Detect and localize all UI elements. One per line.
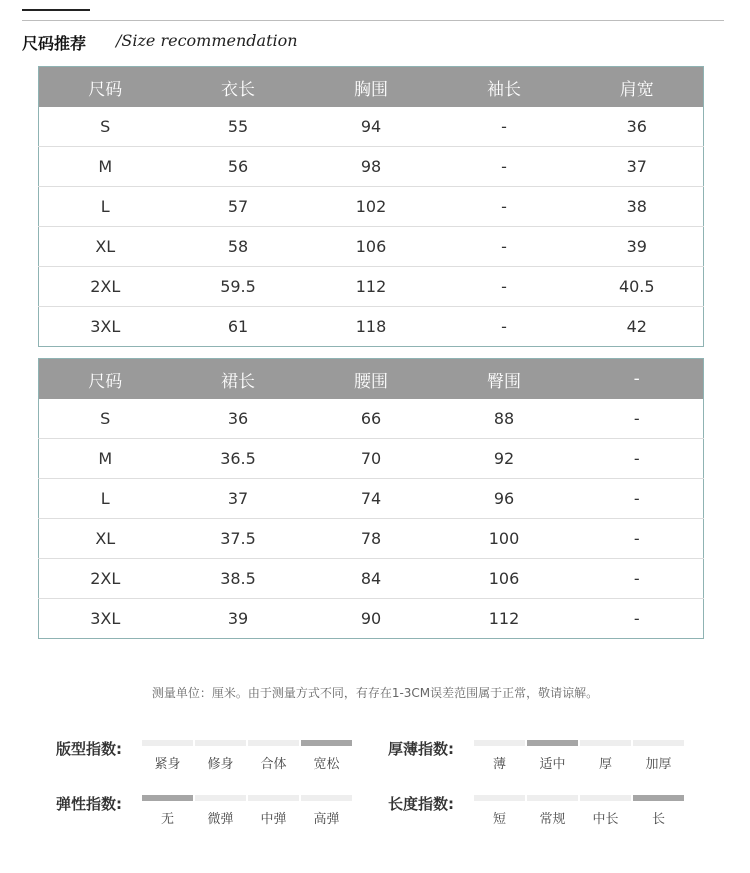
thickness-option <box>527 740 578 772</box>
fit-bar <box>195 740 246 746</box>
length-option <box>474 795 525 827</box>
length-bar <box>580 795 631 801</box>
table-row <box>39 107 704 147</box>
length-option-label: 常规 <box>539 812 566 827</box>
fit-option-label: 合体 <box>260 757 287 772</box>
elasticity-option <box>301 795 352 827</box>
table-cell: 38 <box>571 187 704 227</box>
length-option <box>633 795 684 827</box>
table-cell: - <box>438 267 571 307</box>
table-cell: 40.5 <box>571 267 704 307</box>
elasticity-bar <box>142 795 193 801</box>
table-cell: 112 <box>305 267 438 307</box>
length-bar <box>527 795 578 801</box>
table-cell: L <box>39 187 172 227</box>
fit-option <box>195 740 246 772</box>
table-cell: 98 <box>305 147 438 187</box>
thickness-option <box>580 740 631 772</box>
table-cell: 106 <box>438 559 571 599</box>
table-cell: 90 <box>305 599 438 639</box>
thickness-index-label: 厚薄指数: <box>388 740 454 758</box>
thickness-option-label: 加厚 <box>645 757 672 772</box>
length-option <box>580 795 631 827</box>
table-cell: 39 <box>172 599 305 639</box>
fit-bar <box>301 740 352 746</box>
col-header-shoulder: 肩宽 <box>571 67 704 108</box>
table-cell: M <box>39 147 172 187</box>
section-subtitle: /Size recommendation <box>116 31 298 50</box>
fit-option <box>301 740 352 772</box>
table-row <box>39 599 704 639</box>
fit-option-label: 宽松 <box>313 757 340 772</box>
table-cell: - <box>438 147 571 187</box>
fit-option <box>248 740 299 772</box>
table-header-row <box>39 67 704 108</box>
header-rule-thick <box>22 9 90 11</box>
fit-option-label: 修身 <box>207 757 234 772</box>
length-option-label: 中长 <box>592 812 619 827</box>
table-cell: S <box>100 117 111 136</box>
table-cell: 3XL <box>39 599 172 639</box>
table-cell: 106 <box>305 227 438 267</box>
length-bar <box>474 795 525 801</box>
thickness-option-label: 薄 <box>492 757 506 772</box>
table-cell: 88 <box>493 409 515 428</box>
table-cell: 66 <box>360 409 382 428</box>
table-row <box>39 147 704 187</box>
thickness-bar <box>633 740 684 746</box>
table-cell: 61 <box>172 307 305 347</box>
table-cell: 102 <box>305 187 438 227</box>
length-index-label: 长度指数: <box>388 795 454 813</box>
elasticity-option <box>142 795 193 827</box>
table-cell: 58 <box>172 227 305 267</box>
length-option <box>527 795 578 827</box>
table-cell: XL <box>39 227 172 267</box>
fit-option <box>142 740 193 772</box>
table-header-row <box>39 359 704 400</box>
length-option-label: 短 <box>492 812 506 827</box>
elasticity-option-label: 高弹 <box>313 812 340 827</box>
table-cell: S <box>100 409 111 428</box>
table-cell: 59.5 <box>172 267 305 307</box>
col-header-waist: 腰围 <box>305 359 438 400</box>
table-cell: 56 <box>172 147 305 187</box>
thickness-option-label: 厚 <box>598 757 612 772</box>
table-cell: L <box>39 479 172 519</box>
table-row <box>39 479 704 519</box>
col-header-length: 衣长 <box>172 67 305 108</box>
thickness-bar <box>474 740 525 746</box>
table-cell: - <box>438 187 571 227</box>
col-header-skirt-length: 裙长 <box>172 359 305 400</box>
table-cell: 37 <box>571 147 704 187</box>
table-cell: 39 <box>571 227 704 267</box>
bottom-size-table <box>38 358 704 639</box>
col-header-size: 尺码 <box>39 359 172 400</box>
fit-bar <box>248 740 299 746</box>
table-row <box>39 307 704 347</box>
elasticity-bar <box>195 795 246 801</box>
table-row <box>39 439 704 479</box>
thickness-option <box>633 740 684 772</box>
table-cell: 118 <box>305 307 438 347</box>
table-cell: 78 <box>305 519 438 559</box>
table-cell: 92 <box>438 439 571 479</box>
table-cell: - <box>571 439 704 479</box>
table-cell: 100 <box>438 519 571 559</box>
elasticity-index-label: 弹性指数: <box>56 795 122 813</box>
col-header-empty: - <box>571 359 704 400</box>
table-cell: 112 <box>438 599 571 639</box>
section-title: 尺码推荐 <box>22 34 87 53</box>
elasticity-option <box>248 795 299 827</box>
table-cell: 3XL <box>39 307 172 347</box>
thickness-bar <box>527 740 578 746</box>
table-cell: - <box>438 227 571 267</box>
table-cell: - <box>633 409 640 428</box>
table-cell: 36 <box>227 409 249 428</box>
table-cell: 84 <box>305 559 438 599</box>
top-size-table <box>38 66 704 347</box>
table-cell: 37.5 <box>172 519 305 559</box>
table-cell: M <box>39 439 172 479</box>
measurement-note: 测量单位：厘米。由于测量方式不同，有存在1-3CM误差范围属于正常，敬请谅解。 <box>151 686 599 700</box>
table-cell: - <box>501 117 507 136</box>
table-cell: 38.5 <box>172 559 305 599</box>
elasticity-option <box>195 795 246 827</box>
table-cell: 74 <box>305 479 438 519</box>
col-header-sleeve: 袖长 <box>438 67 571 108</box>
col-header-hip: 臀围 <box>438 359 571 400</box>
thickness-bar <box>580 740 631 746</box>
table-row <box>39 519 704 559</box>
table-cell: - <box>571 479 704 519</box>
table-row <box>39 227 704 267</box>
table-cell: 36.5 <box>172 439 305 479</box>
table-cell: 70 <box>305 439 438 479</box>
fit-option-label: 紧身 <box>154 757 181 772</box>
length-option-label: 长 <box>651 812 665 827</box>
elasticity-bar <box>301 795 352 801</box>
table-row <box>39 559 704 599</box>
table-cell: - <box>571 599 704 639</box>
table-cell: 55 <box>227 117 249 136</box>
table-cell: 2XL <box>39 267 172 307</box>
elasticity-option-label: 微弹 <box>207 812 234 827</box>
table-row <box>39 399 704 439</box>
elasticity-option-label: 中弹 <box>260 812 287 827</box>
table-row <box>39 187 704 227</box>
col-header-size: 尺码 <box>39 67 172 108</box>
table-cell: 2XL <box>39 559 172 599</box>
table-cell: XL <box>39 519 172 559</box>
fit-bar <box>142 740 193 746</box>
thickness-option <box>474 740 525 772</box>
table-row <box>39 267 704 307</box>
table-cell: - <box>571 559 704 599</box>
table-cell: 42 <box>571 307 704 347</box>
table-cell: 57 <box>172 187 305 227</box>
table-cell: 36 <box>626 117 647 136</box>
table-cell: 37 <box>172 479 305 519</box>
length-bar <box>633 795 684 801</box>
table-cell: 94 <box>360 117 382 136</box>
col-header-bust: 胸围 <box>305 67 438 108</box>
fit-index-label: 版型指数: <box>56 740 122 758</box>
table-cell: - <box>438 307 571 347</box>
table-cell: 96 <box>438 479 571 519</box>
header-rule-thin <box>22 20 724 21</box>
elasticity-option-label: 无 <box>160 812 174 827</box>
thickness-option-label: 适中 <box>539 757 566 772</box>
table-cell: - <box>571 519 704 559</box>
elasticity-bar <box>248 795 299 801</box>
